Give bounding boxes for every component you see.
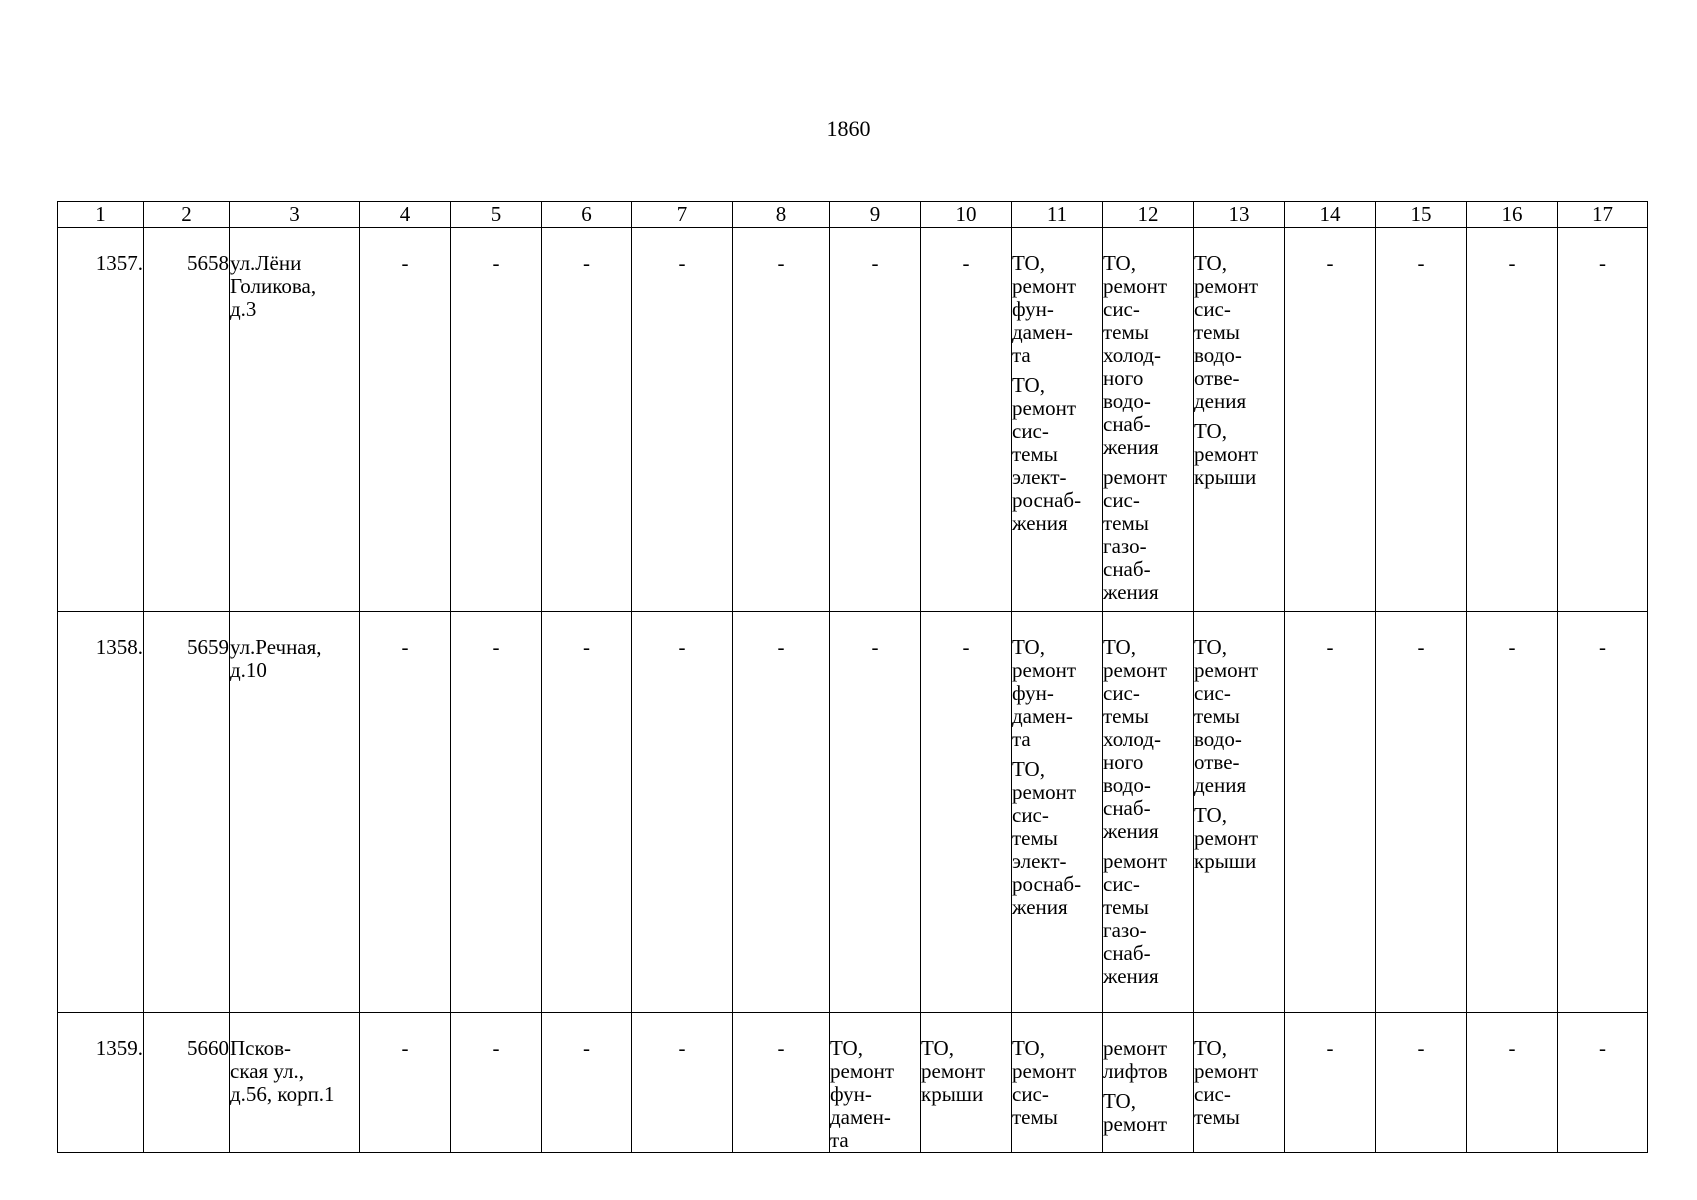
work-item-line: ремонт [830,1059,895,1083]
work-item-line: фун- [830,1082,872,1106]
work-item-line: темы [1103,320,1149,344]
work-item-line: ТО, [1012,373,1045,397]
col-6-cell: - [542,228,632,612]
column-header: 3 [230,202,360,228]
work-item-line: ремонт [1103,1036,1168,1060]
work-item-line: фун- [1012,297,1054,321]
work-item-line: ТО, [1194,419,1227,443]
work-item-line: роснаб- [1012,872,1082,896]
col-12-cell [1103,1013,1194,1153]
work-item-line: жения [1103,964,1159,988]
work-item-line: снаб- [1103,557,1151,581]
work-item-line: холод- [1103,343,1161,367]
col-14-cell: - [1285,612,1376,1013]
col-11-cell [1012,1013,1103,1153]
work-item-line: ремонт [921,1059,986,1083]
work-item-line: ремонт [1103,849,1168,873]
work-item-line: сис- [1012,419,1049,443]
row-number: 1358. [58,612,144,1013]
work-item-line: ремонт [1194,1059,1259,1083]
col-8-cell: - [733,612,830,1013]
col-10-cell [921,1013,1012,1153]
work-item-line: снаб- [1103,941,1151,965]
col-4-cell: - [360,1013,451,1153]
address-line: ул.Лёни [230,251,302,275]
column-header: 4 [360,202,451,228]
work-item-line: сис- [1103,872,1140,896]
work-item-line: сис- [1012,1082,1049,1106]
col-17-cell: - [1558,1013,1648,1153]
work-item-line: сис- [1194,1082,1231,1106]
work-item-line: темы [1103,895,1149,919]
work-item-line: элект- [1012,849,1067,873]
work-item-line: отве- [1194,750,1240,774]
header-row [58,202,1648,228]
work-item-line: ТО, [1012,635,1045,659]
address-line: д.3 [230,297,257,321]
row-number: 1357. [58,228,144,612]
work-item-line: дамен- [830,1105,891,1129]
col-12-cell [1103,228,1194,612]
column-header: 16 [1467,202,1558,228]
address-cell [230,228,360,612]
work-item-line: темы [1103,511,1149,535]
work-item-line: сис- [1012,803,1049,827]
col-4-cell: - [360,228,451,612]
work-item-line: ремонт [1012,396,1077,420]
work-item-line: жения [1012,895,1068,919]
work-item-line: ремонт [1012,274,1077,298]
work-item-line: темы [1194,704,1240,728]
col-16-cell: - [1467,612,1558,1013]
column-header: 12 [1103,202,1194,228]
address-line: Голикова, [230,274,317,298]
work-item [1103,252,1193,459]
work-item-line: снаб- [1103,796,1151,820]
table-row [58,612,1648,1013]
work-item [830,1037,920,1152]
work-item-line: ТО, [1103,1089,1136,1113]
column-header: 9 [830,202,921,228]
col-7-cell: - [632,1013,733,1153]
work-item [1194,636,1284,797]
col-13-cell [1194,612,1285,1013]
col-15-cell: - [1376,1013,1467,1153]
work-item-line: сис- [1194,681,1231,705]
work-item [1012,252,1102,367]
column-header: 6 [542,202,632,228]
col-5-cell: - [451,228,542,612]
work-item-line: та [1012,727,1031,751]
work-item-line: лифтов [1103,1059,1168,1083]
work-item-line: жения [1012,511,1068,535]
work-item-line: холод- [1103,727,1161,751]
work-item-line: ремонт [1194,658,1259,682]
work-item [1012,1037,1102,1129]
work-item-line: дамен- [1012,320,1073,344]
work-item [1103,850,1193,988]
col-7-cell: - [632,612,733,1013]
work-item-line: та [1012,343,1031,367]
col-17-cell: - [1558,612,1648,1013]
work-item-line: фун- [1012,681,1054,705]
work-item-line: ремонт [1194,442,1259,466]
work-item-line: темы [1012,826,1058,850]
work-item-line: ТО, [1103,635,1136,659]
work-item-line: водо- [1194,727,1242,751]
column-header: 2 [144,202,230,228]
column-header: 10 [921,202,1012,228]
work-item-line: сис- [1103,488,1140,512]
col-15-cell: - [1376,612,1467,1013]
col-15-cell: - [1376,228,1467,612]
work-item-line: ТО, [1194,251,1227,275]
col-5-cell: - [451,612,542,1013]
work-item-line: ного [1103,750,1144,774]
work-item-line: ремонт [1194,274,1259,298]
work-item-line: дамен- [1012,704,1073,728]
address-cell [230,1013,360,1153]
work-item-line: крыши [921,1082,984,1106]
work-item-line: ТО, [1012,1036,1045,1060]
address-line: ул.Речная, [230,635,322,659]
work-item-line: газо- [1103,918,1147,942]
column-header: 8 [733,202,830,228]
col-10-cell: - [921,612,1012,1013]
work-item [1194,420,1284,489]
work-item-line: ремонт [1012,780,1077,804]
work-item [1012,636,1102,751]
col-4-cell: - [360,612,451,1013]
work-item-line: ТО, [1012,757,1045,781]
work-item-line: темы [1194,1105,1240,1129]
col-7-cell: - [632,228,733,612]
work-item [1012,374,1102,535]
work-item-line: ремонт [1103,658,1168,682]
address-line: ская ул., [230,1059,304,1083]
page-number: 1860 [826,116,871,141]
work-item-line: газо- [1103,534,1147,558]
col-9-cell [830,1013,921,1153]
work-item-line: ремонт [1012,658,1077,682]
address-line: д.56, корп.1 [230,1082,335,1106]
address-cell [230,612,360,1013]
work-item [1103,1090,1193,1136]
work-item-line: водо- [1103,389,1151,413]
column-header: 13 [1194,202,1285,228]
work-item-line: ТО, [1194,1036,1227,1060]
column-header: 7 [632,202,733,228]
col-11-cell [1012,228,1103,612]
work-item [1194,1037,1284,1129]
col-13-cell [1194,228,1285,612]
work-item-line: темы [1012,1105,1058,1129]
work-item-line: ТО, [1194,635,1227,659]
repair-schedule-table [57,201,1648,1153]
col-16-cell: - [1467,1013,1558,1153]
address-line: д.10 [230,658,267,682]
work-item-line: отве- [1194,366,1240,390]
address-line: Псков- [230,1036,292,1060]
work-item-line: ТО, [830,1036,863,1060]
work-item-line: роснаб- [1012,488,1082,512]
col-5-cell: - [451,1013,542,1153]
work-item-line: дения [1194,389,1247,413]
work-item-line: сис- [1103,681,1140,705]
work-item-line: ремонт [1103,1112,1168,1136]
col-13-cell [1194,1013,1285,1153]
col-14-cell: - [1285,1013,1376,1153]
work-item [921,1037,1011,1106]
col-8-cell: - [733,1013,830,1153]
col-16-cell: - [1467,228,1558,612]
work-item-line: ТО, [1103,251,1136,275]
table-row [58,1013,1648,1153]
object-code: 5660 [144,1013,230,1153]
col-11-cell [1012,612,1103,1013]
work-item-line: жения [1103,580,1159,604]
work-item-line: ремонт [1012,1059,1077,1083]
work-item-line: водо- [1103,773,1151,797]
work-item-line: ТО, [1194,803,1227,827]
work-item-line: ремонт [1103,465,1168,489]
work-item [1103,1037,1193,1083]
work-item [1103,636,1193,843]
work-item-line: ремонт [1103,274,1168,298]
object-code: 5659 [144,612,230,1013]
work-item [1194,804,1284,873]
work-item-line: темы [1103,704,1149,728]
col-9-cell: - [830,612,921,1013]
column-header: 1 [58,202,144,228]
work-item-line: жения [1103,435,1159,459]
work-item [1103,466,1193,604]
work-item [1012,758,1102,919]
table-row [58,228,1648,612]
work-item-line: сис- [1103,297,1140,321]
work-item-line: крыши [1194,465,1257,489]
column-header: 17 [1558,202,1648,228]
work-item-line: ремонт [1194,826,1259,850]
work-item [1194,252,1284,413]
work-item-line: ТО, [1012,251,1045,275]
work-item-line: темы [1194,320,1240,344]
col-6-cell: - [542,612,632,1013]
column-header: 11 [1012,202,1103,228]
column-header: 14 [1285,202,1376,228]
work-item-line: жения [1103,819,1159,843]
col-12-cell [1103,612,1194,1013]
row-number: 1359. [58,1013,144,1153]
object-code: 5658 [144,228,230,612]
work-item-line: та [830,1128,849,1152]
work-item-line: элект- [1012,465,1067,489]
column-header: 15 [1376,202,1467,228]
work-item-line: дения [1194,773,1247,797]
work-item-line: водо- [1194,343,1242,367]
work-item-line: снаб- [1103,412,1151,436]
col-14-cell: - [1285,228,1376,612]
work-item-line: ТО, [921,1036,954,1060]
work-item-line: темы [1012,442,1058,466]
column-header: 5 [451,202,542,228]
work-item-line: ного [1103,366,1144,390]
col-6-cell: - [542,1013,632,1153]
col-8-cell: - [733,228,830,612]
work-item-line: сис- [1194,297,1231,321]
work-item-line: крыши [1194,849,1257,873]
col-9-cell: - [830,228,921,612]
col-10-cell: - [921,228,1012,612]
col-17-cell: - [1558,228,1648,612]
